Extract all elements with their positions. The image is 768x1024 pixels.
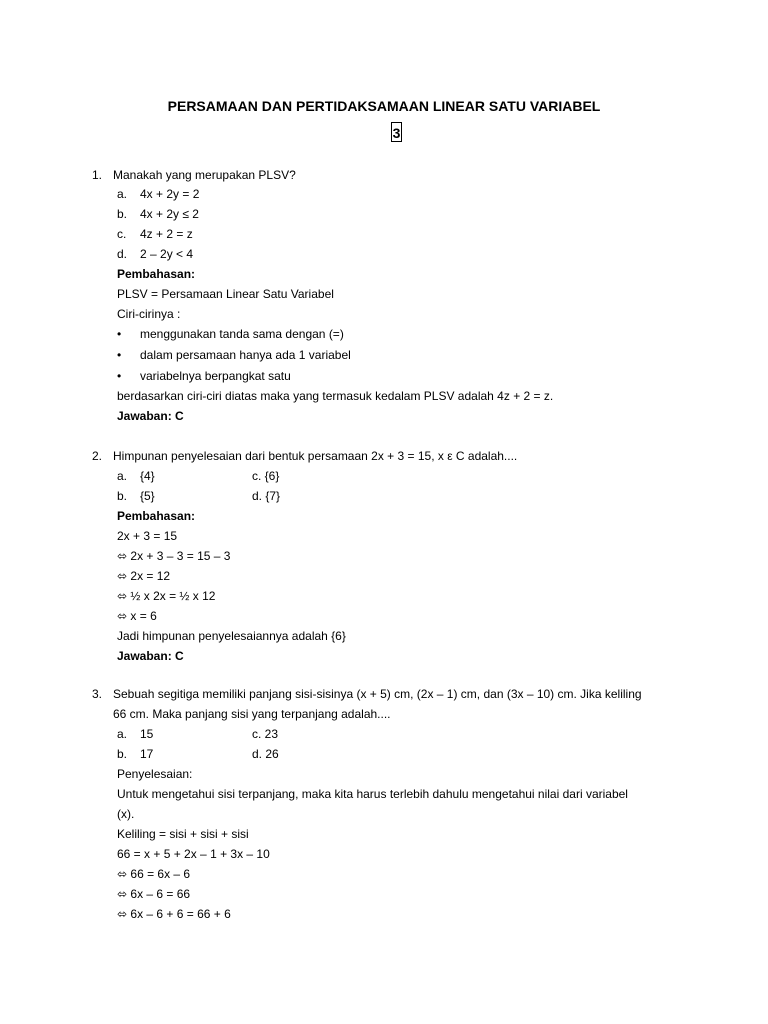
list-item: variabelnya berpangkat satu — [140, 369, 291, 383]
option-text: {5} — [140, 489, 155, 503]
bullet-icon: • — [117, 348, 122, 362]
option-text: 4z + 2 = z — [140, 227, 193, 241]
option-label: a. — [117, 727, 128, 741]
question-number: 3. — [92, 687, 103, 701]
option-text: 17 — [140, 747, 154, 761]
answer-text: Jawaban: C — [117, 409, 184, 423]
option-text: {4} — [140, 469, 155, 483]
solution-step: 2x + 3 = 15 — [117, 529, 178, 543]
discussion-heading: Pembahasan: — [117, 509, 196, 523]
solution-step: ⬄ 2x = 12 — [117, 569, 171, 583]
solution-heading: Penyelesaian: — [117, 767, 193, 781]
solution-step: ⬄ 6x – 6 + 6 = 66 + 6 — [117, 907, 231, 921]
question-text: Himpunan penyelesaian dari bentuk persamaan 2x + 3 = 15, x ε C adalah.... — [113, 449, 518, 463]
option-text: c. {6} — [252, 469, 280, 483]
characteristics-heading: Ciri-cirinya : — [117, 307, 181, 321]
intro-text: (x). — [117, 807, 135, 821]
solution-step: ⬄ ½ x 2x = ½ x 12 — [117, 589, 216, 603]
option-text: d. 26 — [252, 747, 279, 761]
question-text: Sebuah segitiga memiliki panjang sisi-sisinya (x + 5) cm, (2x – 1) cm, dan (3x – 10) cm. Jika keliling — [113, 687, 642, 701]
bullet-icon: • — [117, 327, 122, 341]
option-text: c. 23 — [252, 727, 279, 741]
conclusion-text: Jadi himpunan penyelesaiannya adalah {6} — [117, 629, 346, 643]
option-label: b. — [117, 747, 128, 761]
option-text: 15 — [140, 727, 154, 741]
answer-text: Jawaban: C — [117, 649, 184, 663]
solution-step: Keliling = sisi + sisi + sisi — [117, 827, 249, 841]
question-number: 2. — [92, 449, 103, 463]
option-label: a. — [117, 469, 128, 483]
solution-step: ⬄ 66 = 6x – 6 — [117, 867, 191, 881]
question-text: Manakah yang merupakan PLSV? — [113, 168, 296, 182]
conclusion-text: berdasarkan ciri-ciri diatas maka yang termasuk kedalam PLSV adalah 4z + 2 = z. — [117, 389, 554, 403]
option-text: 2 – 2y < 4 — [140, 247, 194, 261]
option-label: a. — [117, 187, 128, 201]
option-text: 4x + 2y ≤ 2 — [140, 207, 199, 221]
bullet-icon: • — [117, 369, 122, 383]
question-text: 66 cm. Maka panjang sisi yang terpanjang adalah.... — [113, 707, 391, 721]
question-number: 1. — [92, 168, 103, 182]
solution-step: ⬄ 2x + 3 – 3 = 15 – 3 — [117, 549, 231, 563]
page-number: 3 — [391, 122, 402, 142]
list-item: menggunakan tanda sama dengan (=) — [140, 327, 344, 341]
solution-step: 66 = x + 5 + 2x – 1 + 3x – 10 — [117, 847, 270, 861]
option-label: b. — [117, 489, 128, 503]
option-text: 4x + 2y = 2 — [140, 187, 200, 201]
solution-step: ⬄ x = 6 — [117, 609, 157, 623]
intro-text: Untuk mengetahui sisi terpanjang, maka kita harus terlebih dahulu mengetahui nilai dari variabel — [117, 787, 628, 801]
discussion-heading: Pembahasan: — [117, 267, 196, 281]
option-text: d. {7} — [252, 489, 281, 503]
list-item: dalam persamaan hanya ada 1 variabel — [140, 348, 351, 362]
solution-step: ⬄ 6x – 6 = 66 — [117, 887, 191, 901]
document-title: PERSAMAAN DAN PERTIDAKSAMAAN LINEAR SATU VARIABEL — [167, 98, 601, 114]
option-label: b. — [117, 207, 128, 221]
option-label: d. — [117, 247, 128, 261]
definition-text: PLSV = Persamaan Linear Satu Variabel — [117, 287, 334, 301]
option-label: c. — [117, 227, 127, 241]
